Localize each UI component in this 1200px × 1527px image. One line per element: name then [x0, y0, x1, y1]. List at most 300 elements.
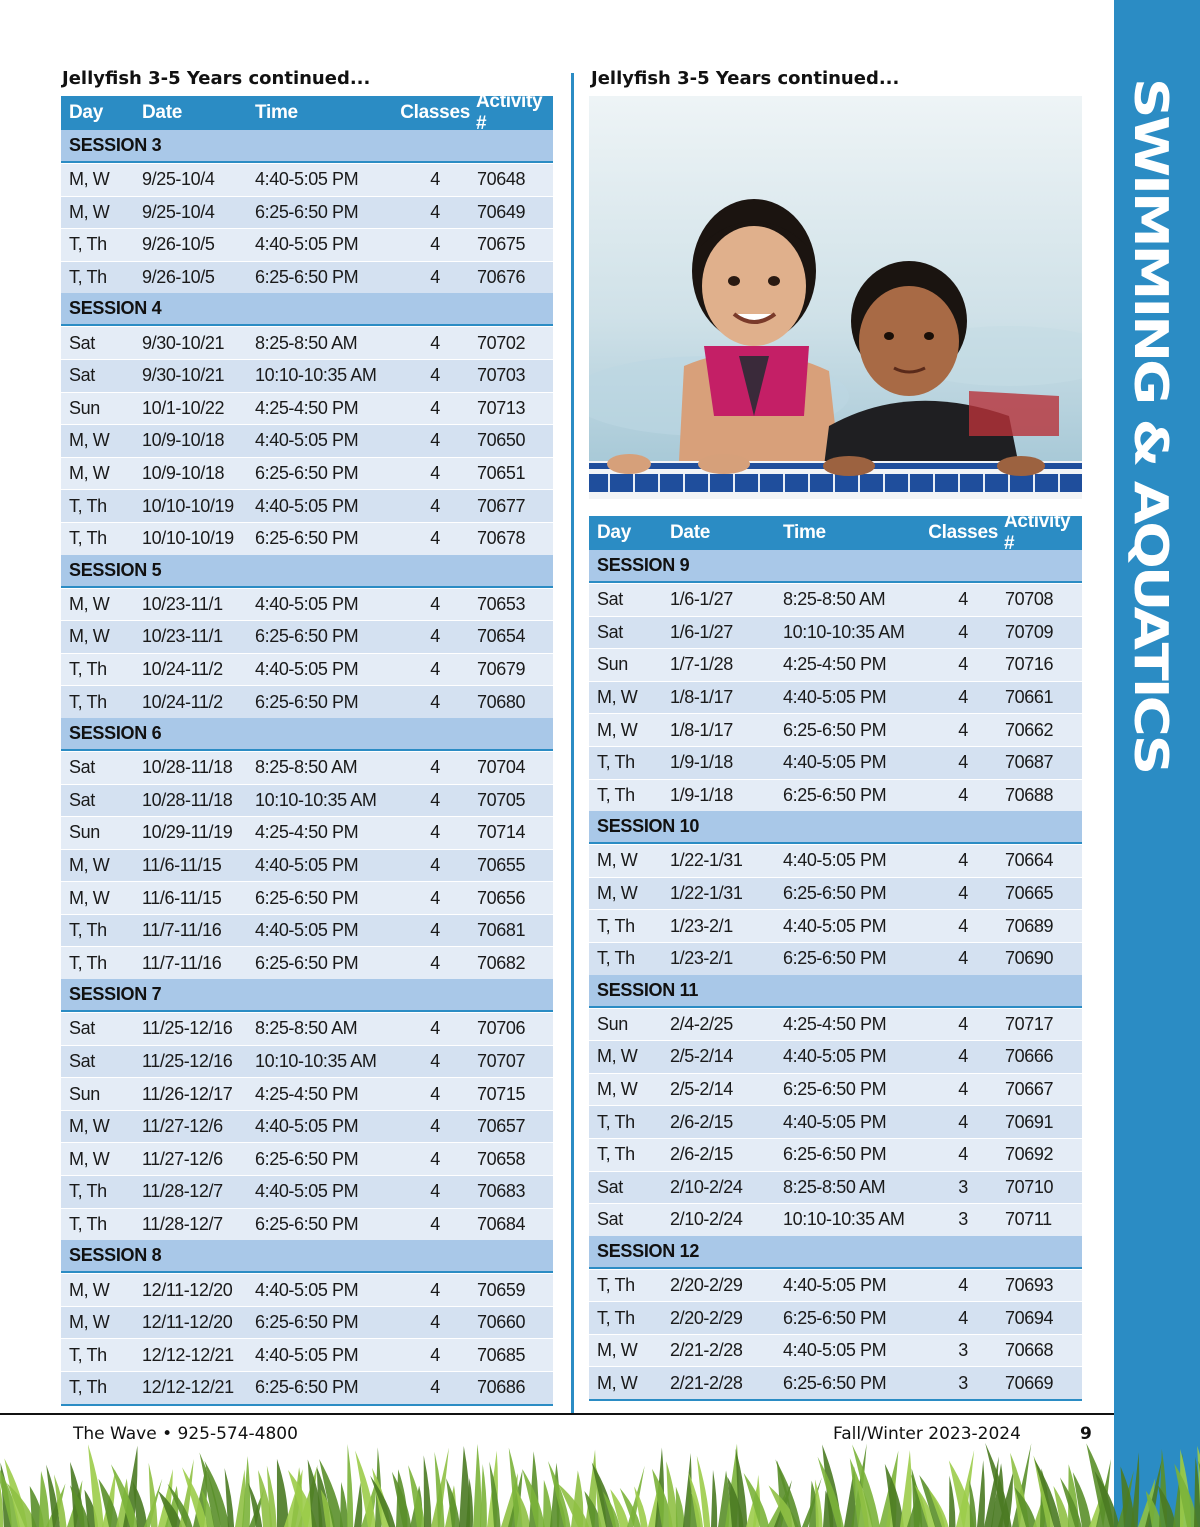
cell-activity: 70717 [1005, 1013, 1054, 1034]
cell-time: 6:25-6:50 PM [783, 1372, 887, 1393]
header-day: Day [597, 522, 631, 543]
session-header: SESSION 6 [61, 718, 553, 751]
cell-time: 4:40-5:05 PM [255, 920, 359, 941]
table-row [61, 881, 553, 914]
header-time: Time [783, 522, 826, 543]
cell-classes: 4 [430, 1312, 440, 1333]
cell-activity: 70655 [477, 854, 526, 875]
table-row [61, 1012, 553, 1045]
cell-day: T, Th [597, 1144, 635, 1165]
cell-activity: 70679 [477, 659, 526, 680]
table-row [61, 588, 553, 621]
cell-date: 9/26-10/5 [142, 267, 215, 288]
table-row [61, 1273, 553, 1306]
header-time: Time [255, 102, 298, 123]
cell-activity: 70705 [477, 789, 526, 810]
cell-day: M, W [69, 593, 110, 614]
cell-day: M, W [69, 887, 110, 908]
cell-day: T, Th [69, 920, 107, 941]
cell-date: 11/7-11/16 [142, 952, 222, 973]
cell-date: 12/11-12/20 [142, 1312, 233, 1333]
cell-date: 11/26-12/17 [142, 1083, 233, 1104]
cell-classes: 4 [958, 1046, 968, 1067]
cell-day: Sat [69, 332, 95, 353]
cell-date: 11/7-11/16 [142, 920, 222, 941]
cell-day: M, W [597, 883, 638, 904]
cell-activity: 70661 [1005, 687, 1054, 708]
cell-time: 6:25-6:50 PM [783, 1307, 887, 1328]
cell-activity: 70711 [1005, 1209, 1052, 1230]
cell-time: 4:40-5:05 PM [783, 687, 887, 708]
cell-classes: 4 [430, 234, 440, 255]
cell-day: T, Th [69, 234, 107, 255]
cell-day: Sat [69, 1050, 95, 1071]
cell-date: 12/12-12/21 [142, 1344, 234, 1365]
cell-activity: 70667 [1005, 1079, 1054, 1100]
cell-date: 12/12-12/21 [142, 1377, 234, 1398]
cell-day: M, W [69, 1312, 110, 1333]
table-row [61, 685, 553, 718]
cell-classes: 4 [430, 495, 440, 516]
cell-time: 10:10-10:35 AM [255, 365, 377, 386]
cell-date: 9/30-10/21 [142, 332, 225, 353]
cell-classes: 3 [958, 1209, 968, 1230]
cell-date: 2/10-2/24 [670, 1176, 743, 1197]
header-classes: Classes [400, 102, 470, 123]
cell-classes: 4 [430, 1083, 440, 1104]
cell-date: 11/25-12/16 [142, 1018, 233, 1039]
cell-time: 6:25-6:50 PM [255, 267, 359, 288]
header-activity: Activity # [1004, 511, 1071, 554]
table-header [589, 511, 1082, 554]
cell-date: 2/4-2/25 [670, 1013, 733, 1034]
cell-time: 10:10-10:35 AM [255, 789, 377, 810]
cell-time: 4:40-5:05 PM [783, 1340, 887, 1361]
cell-date: 10/29-11/19 [142, 822, 233, 843]
cell-date: 10/24-11/2 [142, 659, 223, 680]
cell-classes: 4 [430, 365, 440, 386]
cell-time: 4:25-4:50 PM [783, 1013, 887, 1034]
table-row [61, 489, 553, 522]
cell-date: 1/7-1/28 [670, 654, 733, 675]
cell-date: 10/28-11/18 [142, 757, 233, 778]
cell-activity: 70651 [477, 463, 526, 484]
cell-day: T, Th [69, 691, 107, 712]
cell-time: 4:40-5:05 PM [255, 169, 359, 190]
table-row [61, 457, 553, 490]
cell-classes: 4 [430, 626, 440, 647]
cell-day: T, Th [597, 752, 635, 773]
heading-left: Jellyfish 3-5 Years continued... [62, 68, 371, 89]
table-row [61, 359, 553, 392]
grass-decoration [0, 1440, 1200, 1527]
cell-time: 4:40-5:05 PM [255, 1344, 359, 1365]
cell-time: 10:10-10:35 AM [783, 621, 905, 642]
cell-time: 8:25-8:50 AM [255, 332, 358, 353]
cell-classes: 4 [958, 752, 968, 773]
cell-day: T, Th [69, 267, 107, 288]
table-row [61, 1045, 553, 1078]
cell-time: 10:10-10:35 AM [255, 1050, 377, 1071]
session-header: SESSION 4 [61, 293, 553, 326]
cell-classes: 4 [430, 659, 440, 680]
cell-classes: 4 [430, 1116, 440, 1137]
cell-time: 6:25-6:50 PM [255, 952, 359, 973]
cell-time: 4:40-5:05 PM [255, 659, 359, 680]
cell-classes: 4 [430, 332, 440, 353]
cell-date: 1/23-2/1 [670, 948, 733, 969]
cell-classes: 4 [430, 430, 440, 451]
cell-day: M, W [69, 626, 110, 647]
session-header: SESSION 10 [589, 811, 1082, 844]
cell-time: 8:25-8:50 AM [255, 1018, 358, 1039]
cell-classes: 4 [958, 850, 968, 871]
cell-day: M, W [69, 1279, 110, 1300]
footer-rule [0, 1413, 1114, 1415]
cell-day: M, W [69, 1116, 110, 1137]
footer-contact: The Wave • 925-574-4800 [73, 1424, 298, 1444]
table-row [589, 648, 1082, 681]
session-header: SESSION 5 [61, 555, 553, 588]
cell-activity: 70676 [477, 267, 526, 288]
cell-classes: 4 [430, 1344, 440, 1365]
header-date: Date [142, 102, 182, 123]
cell-date: 2/6-2/15 [670, 1111, 733, 1132]
cell-activity: 70715 [477, 1083, 526, 1104]
table-row [589, 1105, 1082, 1138]
cell-activity: 70689 [1005, 915, 1054, 936]
table-row [61, 522, 553, 555]
cell-day: Sun [69, 1083, 100, 1104]
cell-date: 10/23-11/1 [142, 626, 223, 647]
cell-day: M, W [597, 1079, 638, 1100]
header-activity: Activity # [476, 91, 543, 134]
cell-activity: 70694 [1005, 1307, 1054, 1328]
cell-time: 4:40-5:05 PM [783, 1046, 887, 1067]
cell-activity: 70690 [1005, 948, 1054, 969]
cell-day: T, Th [597, 784, 635, 805]
cell-date: 10/1-10/22 [142, 397, 225, 418]
cell-day: T, Th [597, 1307, 635, 1328]
cell-activity: 70713 [477, 397, 526, 418]
cell-activity: 70709 [1005, 621, 1054, 642]
table-row [61, 1142, 553, 1175]
cell-day: Sat [597, 1176, 623, 1197]
cell-classes: 4 [958, 687, 968, 708]
cell-classes: 4 [958, 621, 968, 642]
cell-day: M, W [69, 430, 110, 451]
cell-classes: 4 [958, 1013, 968, 1034]
table-row [589, 1138, 1082, 1171]
cell-activity: 70693 [1005, 1274, 1054, 1295]
cell-time: 6:25-6:50 PM [255, 201, 359, 222]
cell-date: 2/5-2/14 [670, 1079, 733, 1100]
cell-activity: 70710 [1005, 1176, 1054, 1197]
table-row [61, 849, 553, 882]
table-row [61, 196, 553, 229]
cell-classes: 4 [430, 201, 440, 222]
cell-day: Sat [597, 621, 623, 642]
cell-day: M, W [69, 169, 110, 190]
cell-day: M, W [597, 687, 638, 708]
cell-classes: 4 [430, 757, 440, 778]
schedule-table-left [61, 91, 553, 1406]
cell-time: 6:25-6:50 PM [255, 1377, 359, 1398]
cell-day: T, Th [69, 528, 107, 549]
cell-activity: 70675 [477, 234, 526, 255]
table-row [61, 1208, 553, 1241]
cell-date: 1/6-1/27 [670, 621, 733, 642]
page-number: 9 [1080, 1424, 1092, 1444]
table-row [61, 424, 553, 457]
cell-day: T, Th [597, 915, 635, 936]
cell-time: 4:40-5:05 PM [783, 1274, 887, 1295]
cell-date: 10/23-11/1 [142, 593, 223, 614]
cell-date: 1/8-1/17 [670, 687, 733, 708]
cell-classes: 4 [430, 397, 440, 418]
table-row [589, 1073, 1082, 1106]
cell-day: M, W [69, 1148, 110, 1169]
cell-time: 6:25-6:50 PM [255, 463, 359, 484]
cell-day: T, Th [597, 948, 635, 969]
cell-day: Sat [597, 1209, 623, 1230]
cell-classes: 4 [430, 1181, 440, 1202]
cell-time: 6:25-6:50 PM [255, 626, 359, 647]
table-row [589, 844, 1082, 877]
cell-time: 6:25-6:50 PM [783, 1079, 887, 1100]
cell-day: Sat [69, 789, 95, 810]
cell-classes: 4 [430, 463, 440, 484]
cell-time: 8:25-8:50 AM [783, 1176, 886, 1197]
table-row [589, 616, 1082, 649]
cell-time: 6:25-6:50 PM [255, 1148, 359, 1169]
table-row [61, 1110, 553, 1143]
cell-activity: 70668 [1005, 1340, 1054, 1361]
table-row [61, 228, 553, 261]
cell-classes: 4 [430, 952, 440, 973]
cell-activity: 70683 [477, 1181, 526, 1202]
section-title: SWIMMING & AQUATICS [1123, 78, 1178, 773]
table-row [589, 1008, 1082, 1041]
cell-date: 9/25-10/4 [142, 201, 215, 222]
table-row [61, 1077, 553, 1110]
cell-date: 1/9-1/18 [670, 752, 733, 773]
cell-time: 10:10-10:35 AM [783, 1209, 905, 1230]
cell-activity: 70648 [477, 169, 526, 190]
cell-date: 2/6-2/15 [670, 1144, 733, 1165]
cell-day: T, Th [597, 1111, 635, 1132]
photo-children-in-pool [589, 96, 1082, 499]
session-header: SESSION 8 [61, 1240, 553, 1273]
cell-day: M, W [69, 201, 110, 222]
cell-time: 4:40-5:05 PM [255, 234, 359, 255]
cell-classes: 4 [430, 822, 440, 843]
table-row [589, 877, 1082, 910]
table-row [61, 620, 553, 653]
cell-day: M, W [597, 1340, 638, 1361]
cell-day: M, W [597, 1372, 638, 1393]
table-row [589, 583, 1082, 616]
cell-classes: 4 [430, 789, 440, 810]
header-classes: Classes [928, 522, 998, 543]
cell-date: 11/28-12/7 [142, 1213, 223, 1234]
cell-time: 8:25-8:50 AM [255, 757, 358, 778]
session-header: SESSION 7 [61, 979, 553, 1012]
cell-classes: 4 [958, 915, 968, 936]
cell-date: 2/21-2/28 [670, 1372, 743, 1393]
cell-activity: 70706 [477, 1018, 526, 1039]
table-row [61, 163, 553, 196]
table-row [589, 1301, 1082, 1334]
table-row [589, 1171, 1082, 1204]
cell-classes: 4 [430, 920, 440, 941]
cell-date: 11/6-11/15 [142, 854, 222, 875]
cell-activity: 70665 [1005, 883, 1054, 904]
cell-date: 11/6-11/15 [142, 887, 222, 908]
cell-classes: 4 [958, 1274, 968, 1295]
cell-activity: 70692 [1005, 1144, 1054, 1165]
cell-day: T, Th [69, 495, 107, 516]
table-body [589, 550, 1082, 1399]
cell-day: T, Th [597, 1274, 635, 1295]
cell-time: 6:25-6:50 PM [783, 883, 887, 904]
cell-time: 6:25-6:50 PM [255, 528, 359, 549]
cell-time: 4:25-4:50 PM [255, 1083, 359, 1104]
cell-activity: 70703 [477, 365, 526, 386]
cell-activity: 70677 [477, 495, 526, 516]
cell-classes: 4 [430, 593, 440, 614]
cell-activity: 70686 [477, 1377, 526, 1398]
cell-classes: 4 [430, 1050, 440, 1071]
cell-time: 8:25-8:50 AM [783, 589, 886, 610]
cell-activity: 70702 [477, 332, 526, 353]
cell-date: 10/10-10/19 [142, 528, 234, 549]
cell-activity: 70664 [1005, 850, 1054, 871]
cell-time: 6:25-6:50 PM [783, 1144, 887, 1165]
cell-day: Sat [69, 757, 95, 778]
column-divider [571, 73, 574, 1413]
cell-time: 4:40-5:05 PM [255, 1116, 359, 1137]
cell-date: 10/10-10/19 [142, 495, 234, 516]
table-header [61, 91, 553, 134]
cell-time: 4:40-5:05 PM [783, 1111, 887, 1132]
cell-date: 10/9-10/18 [142, 463, 225, 484]
table-body [61, 130, 553, 1404]
table-row [589, 1334, 1082, 1367]
table-row [61, 1306, 553, 1339]
cell-classes: 4 [430, 1377, 440, 1398]
cell-classes: 4 [958, 1111, 968, 1132]
cell-activity: 70714 [477, 822, 526, 843]
cell-date: 1/23-2/1 [670, 915, 733, 936]
cell-activity: 70649 [477, 201, 526, 222]
cell-time: 6:25-6:50 PM [783, 719, 887, 740]
cell-day: Sat [597, 589, 623, 610]
cell-time: 4:40-5:05 PM [255, 593, 359, 614]
cell-activity: 70687 [1005, 752, 1054, 773]
cell-day: T, Th [69, 1213, 107, 1234]
cell-date: 2/10-2/24 [670, 1209, 743, 1230]
cell-time: 4:40-5:05 PM [783, 915, 887, 936]
cell-activity: 70657 [477, 1116, 526, 1137]
cell-classes: 4 [430, 691, 440, 712]
cell-activity: 70669 [1005, 1372, 1054, 1393]
footer-season: Fall/Winter 2023-2024 [833, 1424, 1021, 1444]
table-row [61, 784, 553, 817]
cell-classes: 4 [430, 887, 440, 908]
table-row [589, 681, 1082, 714]
cell-time: 6:25-6:50 PM [783, 948, 887, 969]
cell-date: 1/9-1/18 [670, 784, 733, 805]
cell-classes: 4 [958, 1079, 968, 1100]
cell-time: 4:25-4:50 PM [783, 654, 887, 675]
cell-activity: 70688 [1005, 784, 1054, 805]
cell-activity: 70691 [1005, 1111, 1054, 1132]
cell-date: 12/11-12/20 [142, 1279, 233, 1300]
cell-day: M, W [69, 463, 110, 484]
cell-activity: 70704 [477, 757, 526, 778]
cell-day: Sat [69, 1018, 95, 1039]
cell-date: 1/8-1/17 [670, 719, 733, 740]
cell-activity: 70708 [1005, 589, 1054, 610]
table-row [589, 779, 1082, 812]
cell-activity: 70716 [1005, 654, 1054, 675]
cell-classes: 4 [958, 589, 968, 610]
cell-day: Sun [69, 822, 100, 843]
cell-date: 9/30-10/21 [142, 365, 225, 386]
session-header: SESSION 12 [589, 1236, 1082, 1269]
table-row [589, 713, 1082, 746]
cell-date: 11/27-12/6 [142, 1148, 223, 1169]
cell-activity: 70656 [477, 887, 526, 908]
cell-activity: 70682 [477, 952, 526, 973]
cell-time: 4:40-5:05 PM [255, 1181, 359, 1202]
table-row [61, 914, 553, 947]
cell-date: 10/28-11/18 [142, 789, 233, 810]
cell-date: 9/26-10/5 [142, 234, 215, 255]
cell-activity: 70681 [477, 920, 526, 941]
cell-day: Sun [597, 1013, 628, 1034]
cell-classes: 4 [430, 267, 440, 288]
cell-date: 1/22-1/31 [670, 883, 743, 904]
cell-day: T, Th [69, 1181, 107, 1202]
cell-time: 6:25-6:50 PM [783, 784, 887, 805]
cell-day: M, W [69, 854, 110, 875]
cell-time: 4:40-5:05 PM [255, 495, 359, 516]
cell-activity: 70659 [477, 1279, 526, 1300]
cell-date: 2/20-2/29 [670, 1307, 743, 1328]
cell-day: M, W [597, 850, 638, 871]
cell-date: 1/22-1/31 [670, 850, 743, 871]
cell-day: T, Th [69, 1344, 107, 1365]
cell-activity: 70660 [477, 1312, 526, 1333]
table-row [589, 942, 1082, 975]
cell-date: 2/20-2/29 [670, 1274, 743, 1295]
cell-time: 4:40-5:05 PM [255, 430, 359, 451]
session-header: SESSION 9 [589, 550, 1082, 583]
cell-time: 4:25-4:50 PM [255, 397, 359, 418]
cell-classes: 4 [430, 854, 440, 875]
cell-activity: 70680 [477, 691, 526, 712]
cell-date: 11/27-12/6 [142, 1116, 223, 1137]
cell-classes: 4 [958, 784, 968, 805]
cell-time: 4:25-4:50 PM [255, 822, 359, 843]
cell-time: 4:40-5:05 PM [255, 1279, 359, 1300]
cell-classes: 4 [958, 719, 968, 740]
schedule-table-right [589, 511, 1082, 1401]
cell-activity: 70658 [477, 1148, 526, 1169]
table-row [589, 1366, 1082, 1399]
